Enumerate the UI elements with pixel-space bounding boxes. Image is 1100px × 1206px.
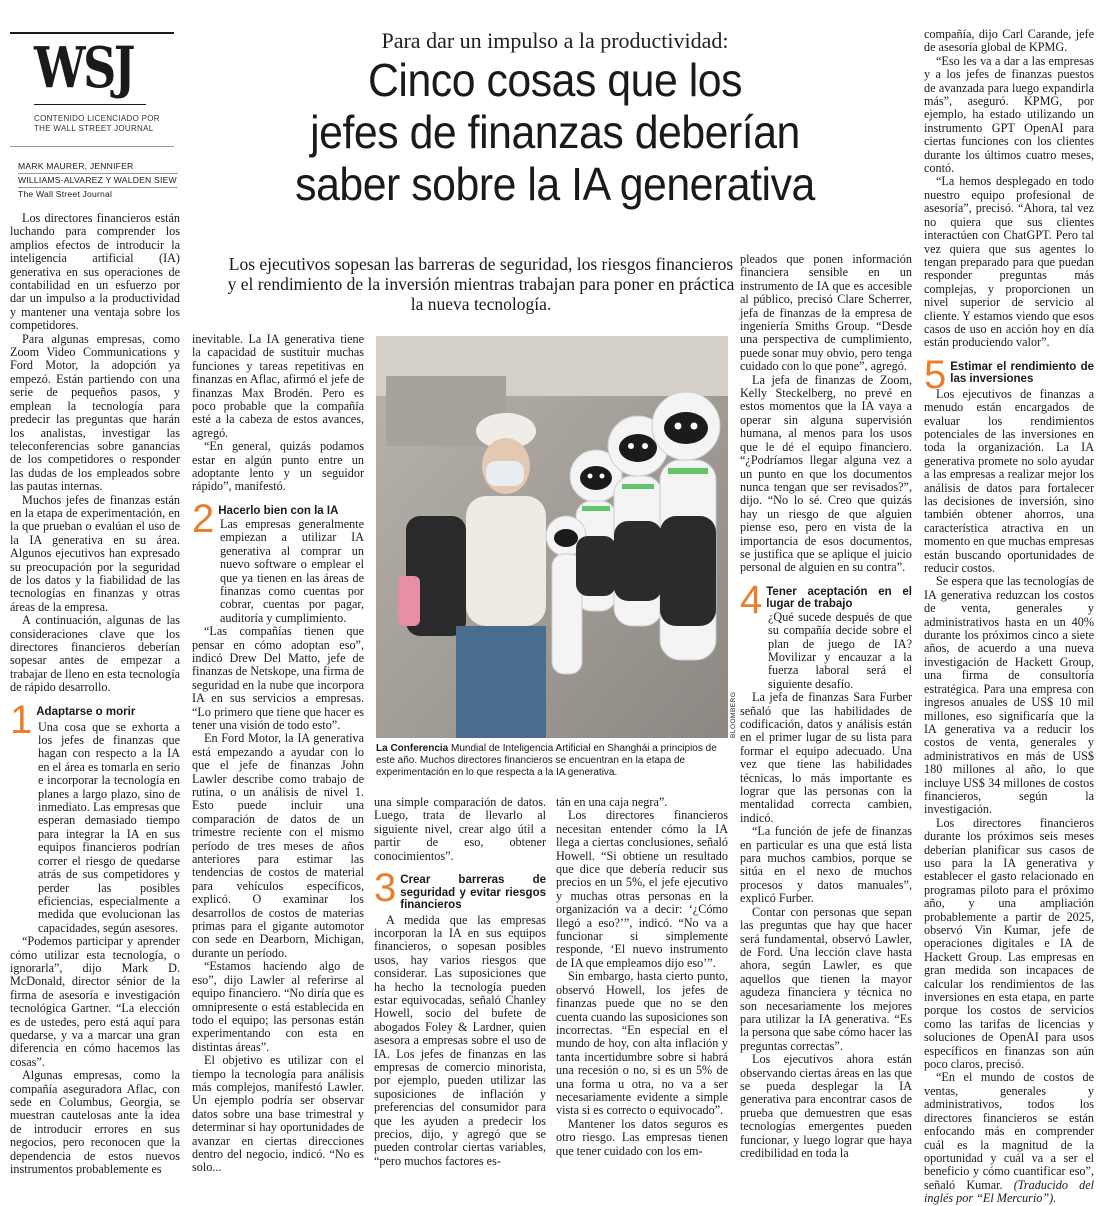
license-text xyxy=(34,114,164,134)
headline-line-2: jefes de finanzas deberían xyxy=(310,106,800,158)
translation-credit: (Traducido del inglés por “El Mercurio”). xyxy=(924,1177,1095,1206)
byline xyxy=(18,160,178,200)
col2-paragraph: “Las compañías tienen que pensar en cómo adoptan eso”, indicó Drew Del Matto, jefe de finanzas de Netskope, una firma de seguridad en la nube que incorpora IA en sus servicios a empresas. “Lo primero que tiene que hacer es tener una visión de todo esto”. xyxy=(192,624,364,732)
section-number: 3 xyxy=(374,866,397,911)
col1-paragraph: Los directores financieros están luchando para comprender los amplios efectos de introducir la inteligencia artificial (IA) generativa en sus operaciones de contabilidad en un esfuerzo por dar un impulso a la productividad y mantener una ventaja sobre los competidores. xyxy=(10,211,180,333)
col2-paragraph: “En general, quizás podamos estar en algún punto entre un adoptante lento y un seguidor rápido”, manifestó. xyxy=(192,439,364,494)
section-3-header xyxy=(374,866,546,912)
col5-paragraph: ¿Qué sucede después de que su compañía decide sobre el plan de juego de IA? Movilizar y encauzar a la fuerza laboral será el siguiente desafío. xyxy=(768,609,912,691)
photo-credit: BLOOMBERG xyxy=(730,691,737,738)
col6-paragraph xyxy=(924,1071,1094,1205)
byline-source: The Wall Street Journal xyxy=(18,189,113,199)
kicker: Para dar un impulso a la productividad: xyxy=(381,28,729,53)
col2-paragraph: El objetivo es utilizar con el tiempo la tecnología para análisis más complejos, manifestó Lawler. Un ejemplo podría ser observar datos sobre una base trimestral y determinar si hay oportunidades de avanzar en ciertas direcciones dentro del negocio, indicó. “No es solo... xyxy=(192,1053,364,1175)
section-number: 2 xyxy=(192,496,215,541)
column-6 xyxy=(924,27,1095,1206)
col6-paragraph: “Eso les va a dar a las empresas y a los jefes de finanzas puestos de avanzada para luego expandirla más”, aseguró. KPMG, por ejemplo, ha estado utilizando un instrumento GPT OpenAI para ciertas funciones con los clientes durante los últimos cuatro meses, contó. xyxy=(924,53,1094,176)
col4-paragraph: tán en una caja negra”. xyxy=(556,795,668,809)
license-line-2: THE WALL STREET JOURNAL xyxy=(34,124,154,133)
section-title: Estimar el rendimiento de las inversiones xyxy=(950,360,1094,386)
section-title: Hacerlo bien con la IA xyxy=(218,504,339,517)
col2-paragraph: En Ford Motor, la IA generativa está empezando a ayudar con lo que el jefe de finanzas John Lawler describe como trabajo de rutina, o un análisis de nivel 1. Esto puede incluir una comparación de datos de un trimestre reciente con el mismo período de tres meses de años anteriores para estimar las tendencias de costos de material para vehículos específicos, explicó. O examinar los desarrollos de costos de materias primas para el gigante automotor con sede en Dearborn, Michigan, durante un período. xyxy=(192,731,364,960)
section-title: Tener aceptación en el lugar de trabajo xyxy=(766,585,912,611)
col6-paragraph: “La hemos desplegado en todo nuestro equipo profesional de asesoría”, precisó. “Ahora, tal vez no quiera que sus clientes interactúen con ChatGPT. Pero tal vez quiera que sus agentes lo tengan preparado para que puedan responder preguntas más complejas, y proporcionen un nivel superior de servicio al cliente. Y estamos viendo que esos casos de uso en acción hoy en día están produciendo valor”. xyxy=(924,174,1094,350)
top-rule xyxy=(10,32,174,34)
col5-paragraph: Contar con personas que sepan las preguntas que hay que hacer será fundamental, observó Lawler, de Ford. Una lección clave hasta ahora, según Lawler, es que aquellos que tienen la mayor agudeza financiera y técnica no son necesariamente los mejores para utilizar la IA generativa. “Es la persona que sabe cómo hacer las preguntas correctas”. xyxy=(740,904,912,1053)
license-line-1: CONTENIDO LICENCIADO POR xyxy=(34,114,160,123)
section-number: 1 xyxy=(10,697,33,742)
col5-paragraph: pleados que ponen información financiera sensible en un instrumento de IA que es accesible al público, precisó Clare Scherrer, jefa de finanzas de la empresa de ingeniería Smiths Group. “Desde una perspectiva de cumplimiento, puede sonar muy obvio, pero tenga cuidado con lo que pone”, agregó. xyxy=(740,252,912,374)
col6-paragraph: Los directores financieros durante los próximos seis meses deberían planificar sus casos de uso para la IA generativa y establecer el gasto relacionado en programas piloto para el próximo año, y una ampliación probablemente a partir de 2025, observó Vin Kumar, jefe de operaciones digitales e IA de Hackett Group. Las empresas en gran medida son incapaces de calcular los rendimientos de las inversiones en esta etapa, en parte porque los costos de servicios como las tarifas de licencias y soluciones de OpenAI para usos específicos en finanzas son aún poco claros, precisó. xyxy=(924,815,1094,1072)
col6-paragraph: Se espera que las tecnologías de IA generativa reduzcan los costos de venta, generales y administrativos hasta en un 40% durante los próximos cinco a siete años, de acuerdo a una nueva investigación de Hackett Group, una firma de consultoría estratégica. Para una empresa con ingresos anuales de US$ 10 mil millones, eso significaría que la IA generativa va a reducir los costos de venta, generales y administrativos en más de US$ 180 millones al año, lo que incluye US$ 34 millones de costos financieros, según la investigación. xyxy=(924,574,1094,817)
col6-paragraph: compañía, dijo Carl Carande, jefe de asesoría global de KPMG. xyxy=(924,27,1094,55)
col4-paragraph: Sin embargo, hasta cierto punto, observó Howell, los jefes de finanzas puede que no se den cuenta cuando las suposiciones son incorrectas. “En especial en el mundo de hoy, con alta inflación y tanta incertidumbre sobre si habrá una recesión o no, si es un 5% de una forma u otra, no va a ser necesariamente evidente a simple vista si es correcto o equivocado”. xyxy=(556,969,728,1118)
col5-paragraph: “La función de jefe de finanzas en particular es una que está lista para muchos cambios, porque se sitúa en el nexo de muchos procesos y datos manuales”, explicó Furber. xyxy=(740,824,912,906)
section-number: 4 xyxy=(740,577,763,622)
col1-paragraph: “Podemos participar y aprender cómo utilizar esta tecnología, o ignorarla”, dijo Mark D. McDonald, director sénior de la firma de asesoría e investigación tecnológica Gartner. “La elección es de ustedes, pero está aquí para quedarse, y va a marcar una gran diferencia en cómo hacemos las cosas”. xyxy=(10,934,180,1069)
closing-quote: “En el mundo de costos de ventas, generales y administrativos, todos los directores financieros se están enfocando más en comprender cuál es la magnitud de la oportunidad y cuál va a ser el beneficio y cómo cuantificar eso”, señaló Kumar. xyxy=(924,1070,1094,1192)
col1-paragraph: Una cosa que se exhorta a los jefes de finanzas que hagan con respecto a la IA en el área es tomarla en serio e incorporar la tecnología en planes a largo plazo, sino de inmediato. Las empresas que esperan demasiado tiempo para integrar la IA en sus equipos financieros podrían correr el riesgo de quedarse atrás de sus competidores y perder las posibles eficiencias, especialmente a medida que evolucionan las capacidades, según asesores. xyxy=(38,719,180,935)
col5-paragraph: La jefa de finanzas de Zoom, Kelly Steckelberg, no prevé en estos momentos que la IA vaya a operar sin alguna supervisión humana, al menos para los usos que le dé el equipo financiero. “¿Podríamos llegar alguna vez a un punto en que los documentos nunca tengan que ser revisados?”, dijo. “No lo sé. Creo que quizás hay un riesgo de que alguien piense eso, pero en vista de la importancia de esos documentos, se justifica que se aplique el juicio personal de alguien en su contra”. xyxy=(740,372,912,575)
logo-underline xyxy=(34,104,146,105)
col3-paragraph: una simple comparación de datos. Luego, trata de llevarlo al siguiente nivel, crear algo útil a partir de eso, obtener conocimientos”. xyxy=(374,795,546,863)
deck: Los ejecutivos sopesan las barreras de seguridad, los riesgos financieros y el rendimiento de la inversión mientras trabajan para poner en práctica la nueva tecnología. xyxy=(227,254,735,314)
column-5 xyxy=(740,253,912,1174)
byline-authors-1: MARK MAURER, JENNIFER xyxy=(18,160,178,174)
col1-paragraph: Para algunas empresas, como Zoom Video Communications y Ford Motor, la adopción ya empezó. Están partiendo con una serie de pequeños pasos, y emplean la tecnología para predecir las preguntas que harán los analistas, investigar las teleconferencias sobre ganancias de los competidores o responder las dudas de los empleados sobre las pautas internas. xyxy=(10,331,180,494)
col4-paragraph: Mantener los datos seguros es otro riesgo. Las empresas tienen que tener cuidado con los em- xyxy=(556,1116,728,1158)
section-title: Adaptarse o morir xyxy=(36,705,136,718)
col5-paragraph: La jefa de finanzas Sara Furber señaló que las habilidades de codificación, datos y análisis están en el primer lugar de su lista para formar el equipo adecuado. Una vez que tiene las habilidades técnicas, lo más importante es lograr que las personas con la mentalidad correcta cambien, indicó. xyxy=(740,690,912,825)
col2-paragraph: “Estamos haciendo algo de eso”, dijo Lawler al referirse al equipo financiero. “No diría que es omnipresente o está establecida en todo el equipo; las personas están experimentando con esta en distintas áreas”. xyxy=(192,959,364,1054)
caption-bold: La Conferencia xyxy=(376,743,449,754)
caption-text: Mundial de Inteligencia Artificial en Shanghái a principios de este año. Muchos directores financieros se encuentran en la etapa de experimentación en lo que respecta a la IA generativa. xyxy=(376,743,717,778)
byline-authors-2: WILLIAMS-ALVAREZ Y WALDEN SIEW xyxy=(18,174,178,188)
photo-caption xyxy=(376,743,728,779)
section-number: 5 xyxy=(924,352,947,397)
headline xyxy=(190,54,920,210)
robots-photo-illustration xyxy=(376,336,728,738)
section-title: Crear barreras de seguridad y evitar riesgos financieros xyxy=(400,874,546,912)
headline-line-1: Cinco cosas que los xyxy=(367,54,743,106)
col2-paragraph: inevitable. La IA generativa tiene la capacidad de sustituir muchas funciones y tareas repetitivas en finanzas en Aflac, afirmó el jefe de finanzas Max Brodén. Pero es poco probable que la compañía esté a la cabeza de estos avances, agregó. xyxy=(192,332,364,440)
conference-photo xyxy=(376,336,728,738)
wsj-logo: WSJ xyxy=(34,35,134,101)
column-2 xyxy=(192,333,364,1174)
headline-line-3: saber sobre la IA generativa xyxy=(295,158,815,210)
col2-paragraph: Las empresas generalmente empiezan a utilizar IA generativa al comprar un nuevo software o emplear el que ya tienen en las áreas de finanzas como cuentas por cobrar, cuentas por pagar, auditoría y cumplimiento. xyxy=(220,516,364,625)
column-1 xyxy=(10,211,180,1177)
col6-paragraph: Los ejecutivos de finanzas a menudo están encargados de evaluar los rendimientos potenciales de las inversiones en toda la organización. La IA generativa promete no solo ayudar a las empresas a realizar mejor los análisis de datos para fortalecer las decisiones de inversión, sino también obtener ahorros, una característica atractiva en un momento en que muchas empresas están buscando oportunidades de reducir costos. xyxy=(924,386,1094,576)
masthead-bottom-rule xyxy=(10,146,174,147)
column-3 xyxy=(374,796,546,1174)
col1-paragraph: A continuación, algunas de las consideraciones clave que los directores financieros deberían sopesar antes de empezar a trabajar de lleno en esta tecnología de rápido desarrollo. xyxy=(10,613,180,695)
col1-paragraph: Muchos jefes de finanzas están en la etapa de experimentación, en la que prueban o evalúan el uso de la IA generativa en su área. Algunos ejecutivos han expresado su preocupación por la seguridad de los datos y la fiabilidad de las tecnologías en finanzas y otras áreas de la empresa. xyxy=(10,492,180,614)
col1-paragraph: Algunas empresas, como la compañía aseguradora Aflac, con sede en Columbus, Georgia, se muestran cautelosas ante la idea de introducir errores en sus negocios, pero reconocen que la dependencia de estos nuevos instrumentos probablemente es xyxy=(10,1068,180,1177)
col5-paragraph: Los ejecutivos ahora están observando ciertas áreas en las que se pueda desplegar la IA generativa para encontrar casos de prueba que demuestren que esas tecnologías emergentes pueden funcionar, y luego lograr que haya credibilidad en toda la xyxy=(740,1052,912,1160)
col4-paragraph: Los directores financieros necesitan entender cómo la IA llega a ciertas conclusiones, señaló Howell. “Si obtiene un resultado que dice que debería reducir sus precios en un 5%, el jefe ejecutivo y muchas otras personas en la organización va a decir: ‘¿Cómo llegó a eso?’”, indicó. “No va a funcionar si simplemente responde, ‘El nuevo instrumento de IA que empleamos dijo eso’”. xyxy=(556,808,728,970)
col3-paragraph: A medida que las empresas incorporan la IA en sus equipos financieros, o sopesan posibles usos, hay varios riesgos que considerar. Las suposiciones que ha hecho la tecnología pueden estar equivocadas, señaló Chanley Howell, socio del bufete de abogados Foley & Lardner, quien asesora a empresas sobre el uso de IA. Los jefes de finanzas en las empresas de comercio minorista, por ejemplo, pueden utilizar las suposiciones de inflación y preferencias del consumidor para que les ayuden a predecir los precios, dijo, y agregó que se pueden controlar ciertas variables, “pero muchos factores es- xyxy=(374,912,546,1168)
column-4 xyxy=(556,796,728,1174)
